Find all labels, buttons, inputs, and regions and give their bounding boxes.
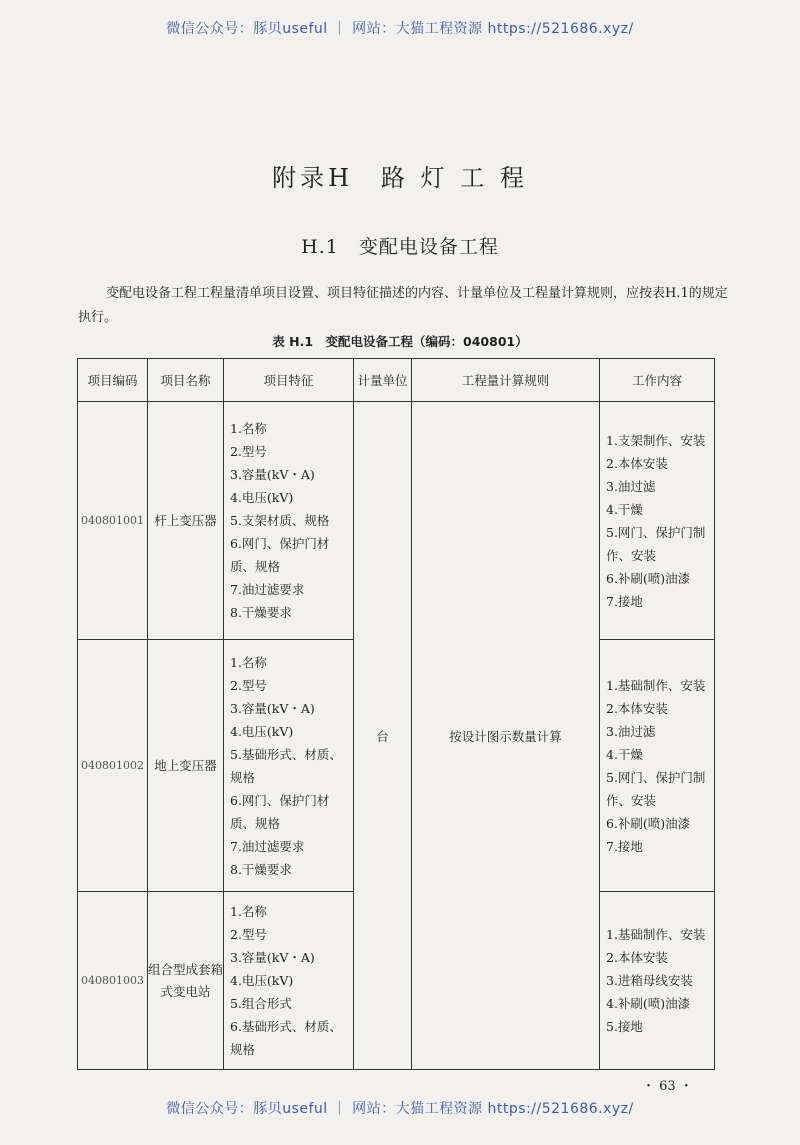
work-item: 4.补刷(喷)油漆 [606, 996, 691, 1011]
watermark-top: 微信公众号：豚贝useful ｜ 网站：大猫工程资源 https://521686.xyz/ [166, 21, 634, 37]
work-item: 7.接地 [606, 838, 643, 854]
feature-item: 4.电压(kV) [230, 723, 294, 739]
feature-item: 3.容量(kV・A) [230, 700, 315, 716]
feature-item: 1.名称 [230, 904, 267, 919]
work-item: 6.补刷(喷)油漆 [606, 815, 691, 831]
feature-item: 6.网门、保护门材质、规格 [230, 792, 330, 831]
feature-item: 2.型号 [230, 677, 267, 693]
work-item: 6.补刷(喷)油漆 [606, 570, 691, 586]
work-item: 5.接地 [606, 1019, 643, 1034]
feature-item: 6.基础形式、材质、规格 [230, 1019, 342, 1057]
item-code: 040801002 [78, 640, 148, 892]
item-code: 040801001 [78, 402, 148, 640]
work-item: 2.本体安装 [606, 700, 668, 716]
table-row [78, 402, 715, 640]
appendix-title: 附录H 路 灯 工 程 [272, 164, 528, 192]
feature-item: 6.网门、保护门材质、规格 [230, 536, 330, 574]
feature-item: 8.干燥要求 [230, 861, 292, 877]
header-unit: 计量单位 [354, 359, 412, 402]
work-item: 2.本体安装 [606, 455, 668, 471]
work-item: 3.油过滤 [606, 723, 656, 739]
work-item: 5.网门、保护门制作、安装 [606, 769, 706, 808]
watermark-bottom: 微信公众号：豚贝useful ｜ 网站：大猫工程资源 https://521686.xyz/ [166, 1101, 634, 1117]
feature-item: 4.电压(kV) [230, 490, 294, 505]
table-header-row [78, 359, 715, 402]
feature-item: 1.名称 [230, 654, 267, 670]
feature-item: 5.组合形式 [230, 996, 292, 1011]
work-item: 7.接地 [606, 593, 643, 609]
header-features: 项目特征 [224, 359, 354, 402]
item-name: 杆上变压器 [148, 402, 224, 640]
feature-item: 3.容量(kV・A) [230, 950, 315, 965]
feature-item: 7.油过滤要求 [230, 582, 305, 597]
header-name: 项目名称 [148, 359, 224, 402]
item-work [600, 892, 715, 1070]
work-item: 4.干燥 [606, 746, 643, 762]
feature-item: 3.容量(kV・A) [230, 467, 315, 482]
feature-item: 5.支架材质、规格 [230, 513, 330, 528]
intro-paragraph: 变配电设备工程工程量清单项目设置、项目特征描述的内容、计量单位及工程量计算规则，应按表H.1的规定执行。 [78, 286, 728, 325]
table-caption: 表 H.1 变配电设备工程（编码：040801） [272, 334, 528, 349]
quantity-rule: 按设计图示数量计算 [412, 402, 600, 1070]
page-number: ・ 63 ・ [642, 1079, 693, 1094]
item-code: 040801003 [78, 892, 148, 1070]
item-work [600, 640, 715, 892]
work-item: 3.油过滤 [606, 478, 656, 494]
header-rule: 工程量计算规则 [412, 359, 600, 402]
work-item: 2.本体安装 [606, 950, 668, 965]
feature-item: 2.型号 [230, 927, 267, 942]
item-name: 地上变压器 [148, 640, 224, 892]
work-item: 1.基础制作、安装 [606, 677, 706, 693]
feature-item: 4.电压(kV) [230, 973, 294, 988]
feature-item: 8.干燥要求 [230, 605, 292, 620]
spec-table [77, 358, 715, 1070]
work-item: 5.网门、保护门制作、安装 [606, 524, 706, 563]
item-features [224, 640, 354, 892]
feature-item: 2.型号 [230, 444, 267, 459]
item-features [224, 892, 354, 1070]
work-item: 1.支架制作、安装 [606, 432, 706, 448]
measurement-unit: 台 [354, 402, 412, 1070]
item-name: 组合型成套箱式变电站 [148, 892, 224, 1070]
work-item: 4.干燥 [606, 501, 643, 517]
header-code: 项目编码 [78, 359, 148, 402]
item-features [224, 402, 354, 640]
work-item: 1.基础制作、安装 [606, 927, 706, 942]
work-item: 3.进箱母线安装 [606, 973, 693, 988]
section-title: H.1 变配电设备工程 [301, 236, 499, 258]
feature-item: 5.基础形式、材质、规格 [230, 746, 342, 785]
header-work: 工作内容 [600, 359, 715, 402]
item-work [600, 402, 715, 640]
feature-item: 7.油过滤要求 [230, 838, 305, 854]
feature-item: 1.名称 [230, 421, 267, 436]
